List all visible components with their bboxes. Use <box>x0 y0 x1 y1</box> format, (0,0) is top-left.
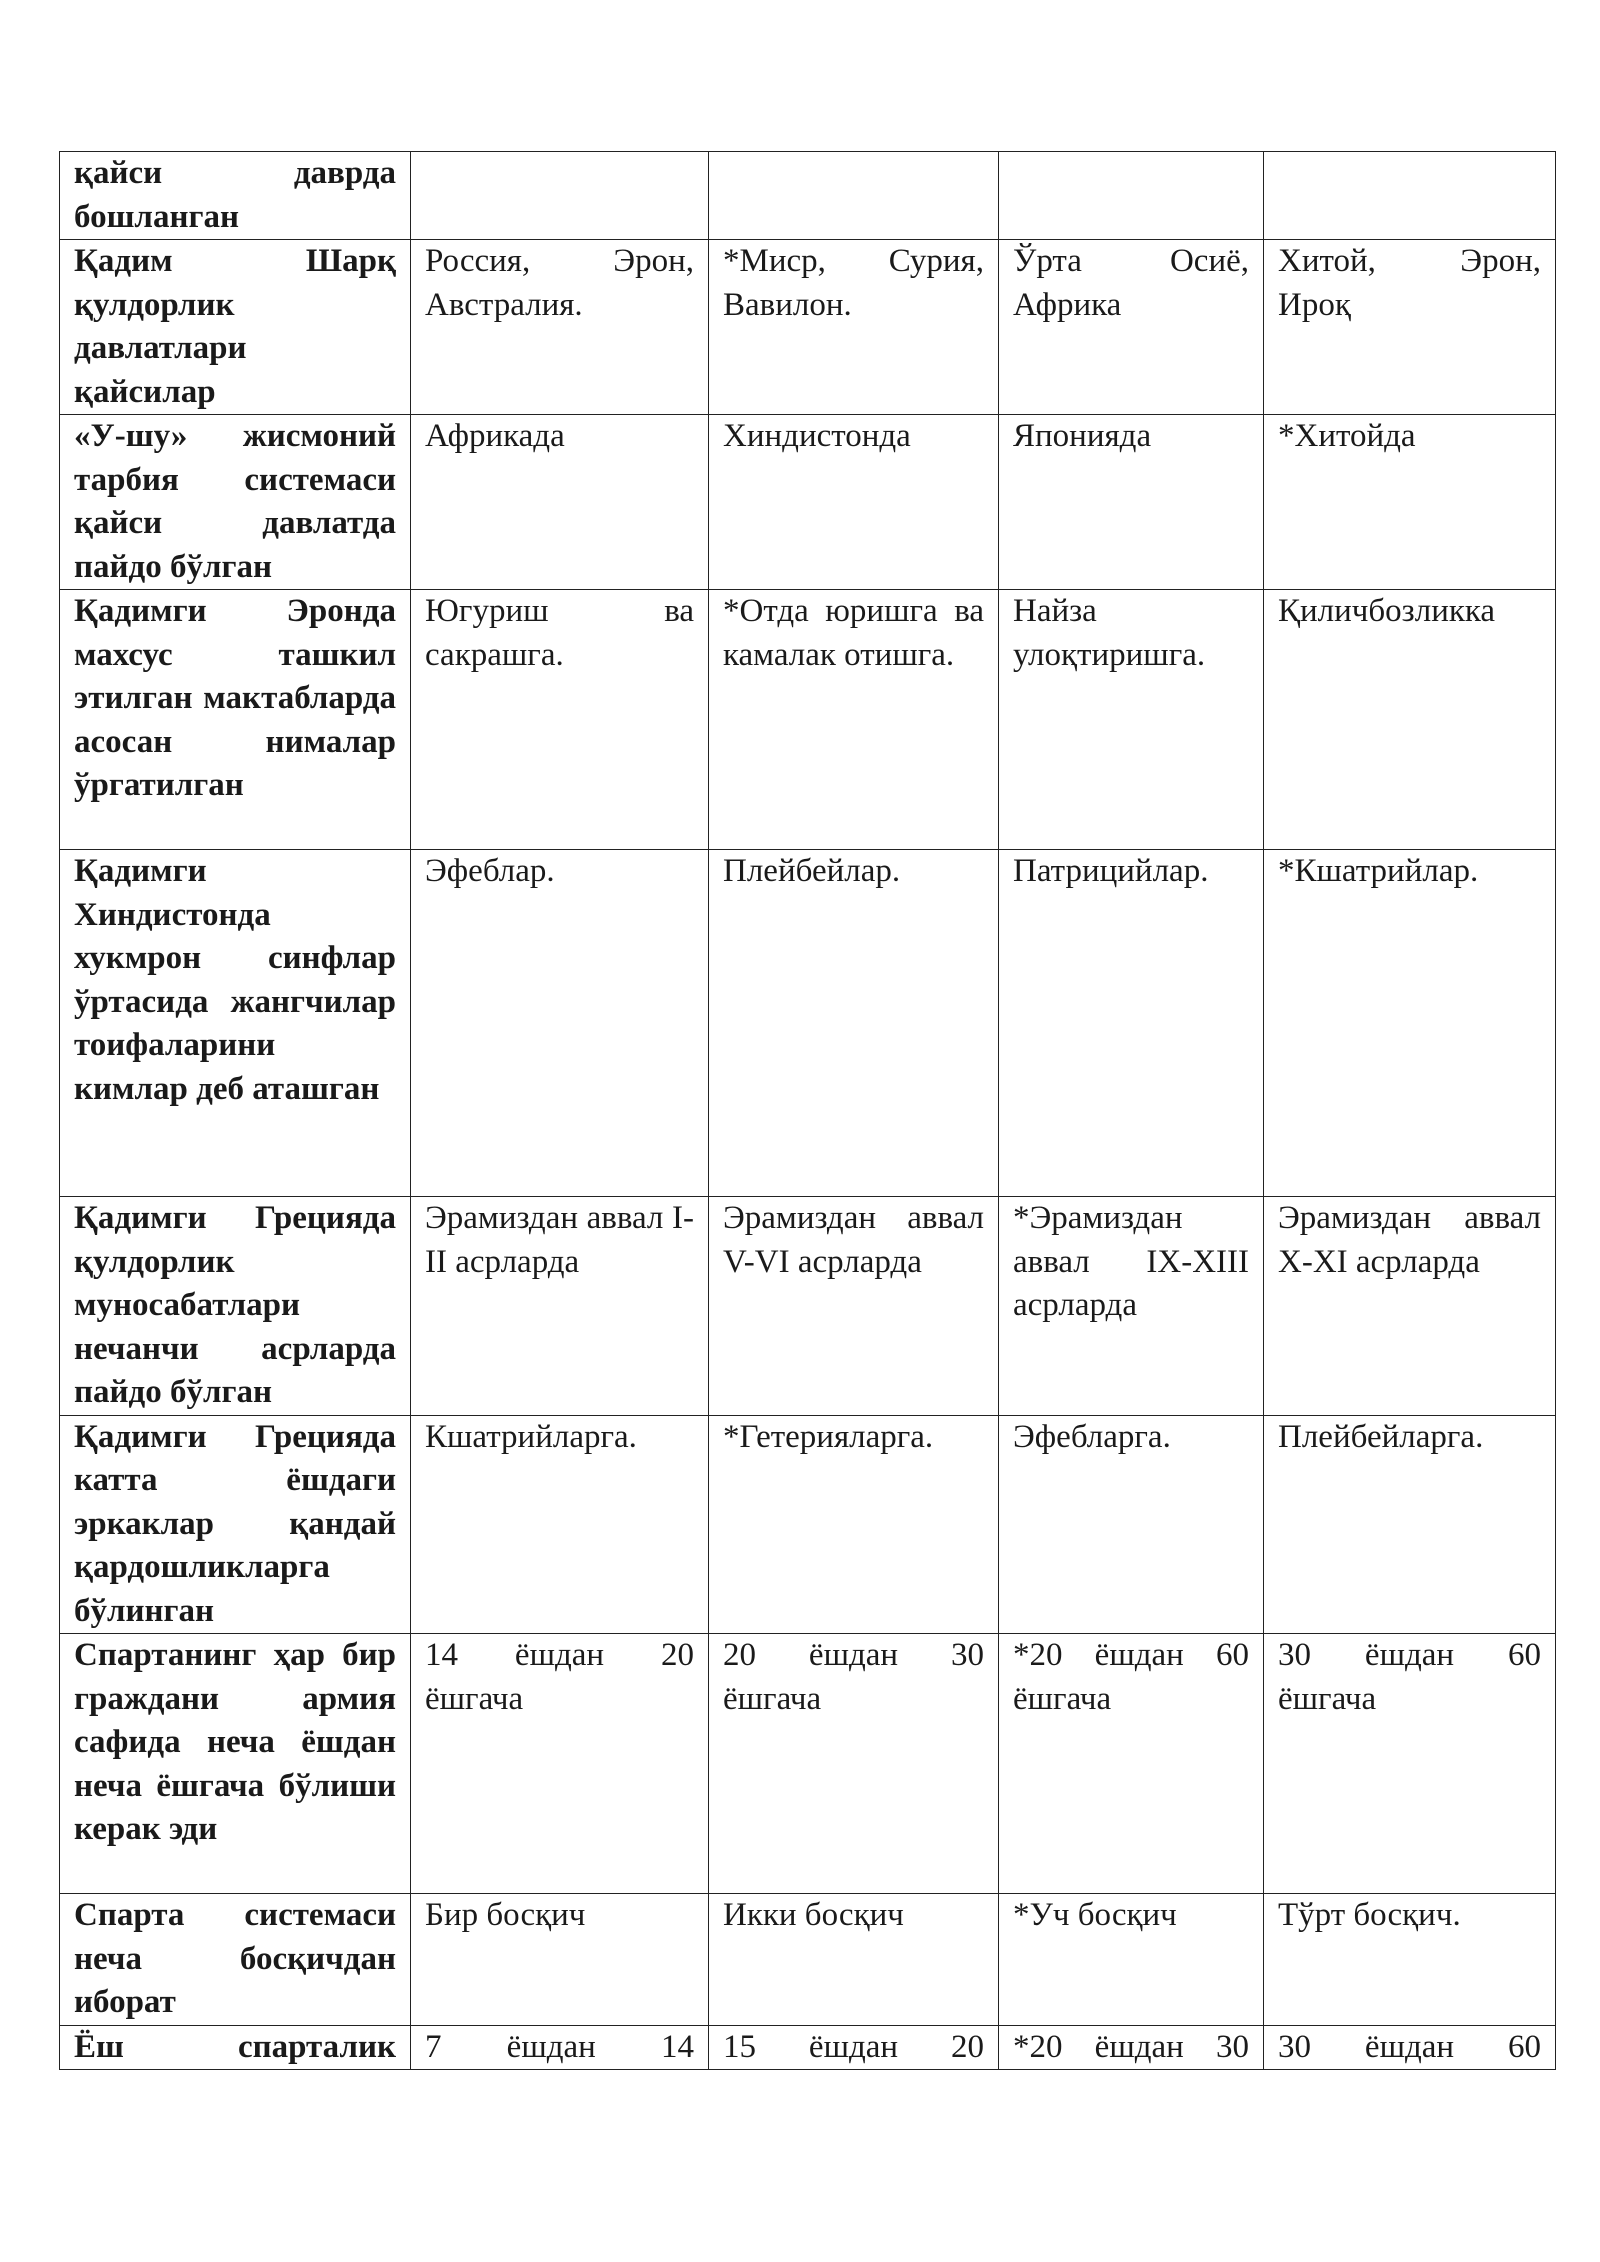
answer-option-c <box>999 152 1264 240</box>
question-cell: «У-шу» жисмоний тарбия системаси қайси давлатда пайдо бўлган <box>60 415 411 590</box>
answer-option-b: Эрамиздан аввал V-VI асрларда <box>709 1197 999 1416</box>
answer-option-a: 7 ёшдан 14 <box>411 2025 709 2070</box>
answer-option-a: Россия, Эрон, Австралия. <box>411 240 709 415</box>
answer-option-a <box>411 152 709 240</box>
question-cell: Спартанинг ҳар бир граждани армия сафида неча ёшдан неча ёшгача бўлиши керак эди <box>60 1634 411 1894</box>
answer-option-c: *Эрамиздан аввал IX-XIII асрларда <box>999 1197 1264 1416</box>
question-cell: Қадимги Хиндистонда хукмрон синфлар ўртасида жангчилар тоифаларини кимлар деб аташган <box>60 850 411 1197</box>
question-cell: Қадимги Эронда махсус ташкил этилган мактабларда асосан нималар ўргатилган <box>60 590 411 850</box>
answer-option-c: Патрицийлар. <box>999 850 1264 1197</box>
question-cell: Ёш спарталик <box>60 2025 411 2070</box>
answer-option-c: Ўрта Осиё, Африка <box>999 240 1264 415</box>
answer-option-a: Бир босқич <box>411 1894 709 2026</box>
table-row <box>60 1197 1556 1416</box>
answer-option-a: Эфеблар. <box>411 850 709 1197</box>
answer-option-b: 15 ёшдан 20 <box>709 2025 999 2070</box>
answer-option-d: Тўрт босқич. <box>1264 1894 1556 2026</box>
answer-option-d: 30 ёшдан 60 ёшгача <box>1264 1634 1556 1894</box>
answer-option-c: Найза улоқтиришга. <box>999 590 1264 850</box>
answer-option-b: *Отда юришга ва камалак отишга. <box>709 590 999 850</box>
table-row <box>60 152 1556 240</box>
answer-option-d: 30 ёшдан 60 <box>1264 2025 1556 2070</box>
answer-option-d: Плейбейларга. <box>1264 1415 1556 1634</box>
question-cell: Қадим Шарқ қулдорлик давлатлари қайсилар <box>60 240 411 415</box>
answer-option-c: *Уч босқич <box>999 1894 1264 2026</box>
table-row <box>60 850 1556 1197</box>
answer-option-d: *Кшатрийлар. <box>1264 850 1556 1197</box>
answer-option-a: Африкада <box>411 415 709 590</box>
table-row <box>60 240 1556 415</box>
table-row <box>60 1634 1556 1894</box>
table-row <box>60 1415 1556 1634</box>
question-cell: Қадимги Грецияда қулдорлик муносабатлари нечанчи асрларда пайдо бўлган <box>60 1197 411 1416</box>
answer-option-c: Эфебларга. <box>999 1415 1264 1634</box>
answer-option-d: *Хитойда <box>1264 415 1556 590</box>
answer-option-a: Югуриш ва сакрашга. <box>411 590 709 850</box>
answer-option-d <box>1264 152 1556 240</box>
answer-option-a: Кшатрийларга. <box>411 1415 709 1634</box>
answer-option-b: Икки босқич <box>709 1894 999 2026</box>
answer-option-b: Хиндистонда <box>709 415 999 590</box>
answer-option-a: 14 ёшдан 20 ёшгача <box>411 1634 709 1894</box>
table-row <box>60 1894 1556 2026</box>
answer-option-c: *20 ёшдан 60 ёшгача <box>999 1634 1264 1894</box>
answer-option-d: Эрамиздан аввал X-XI асрларда <box>1264 1197 1556 1416</box>
question-cell: Спарта системаси неча босқичдан иборат <box>60 1894 411 2026</box>
question-cell: қайси даврда бошланган <box>60 152 411 240</box>
answer-option-b: 20 ёшдан 30 ёшгача <box>709 1634 999 1894</box>
table-row <box>60 590 1556 850</box>
table-row <box>60 2025 1556 2070</box>
answer-option-d: Хитой, Эрон, Ироқ <box>1264 240 1556 415</box>
answer-option-d: Қиличбозликка <box>1264 590 1556 850</box>
answer-option-b <box>709 152 999 240</box>
table-row <box>60 415 1556 590</box>
answer-option-b: Плейбейлар. <box>709 850 999 1197</box>
answer-option-a: Эрамиздан аввал I-II асрларда <box>411 1197 709 1416</box>
answer-option-b: *Миср, Сурия, Вавилон. <box>709 240 999 415</box>
question-cell: Қадимги Грецияда катта ёшдаги эркаклар қандай қардошликларга бўлинган <box>60 1415 411 1634</box>
answer-option-c: *20 ёшдан 30 <box>999 2025 1264 2070</box>
quiz-table <box>59 151 1556 2070</box>
answer-option-c: Японияда <box>999 415 1264 590</box>
answer-option-b: *Гетерияларга. <box>709 1415 999 1634</box>
